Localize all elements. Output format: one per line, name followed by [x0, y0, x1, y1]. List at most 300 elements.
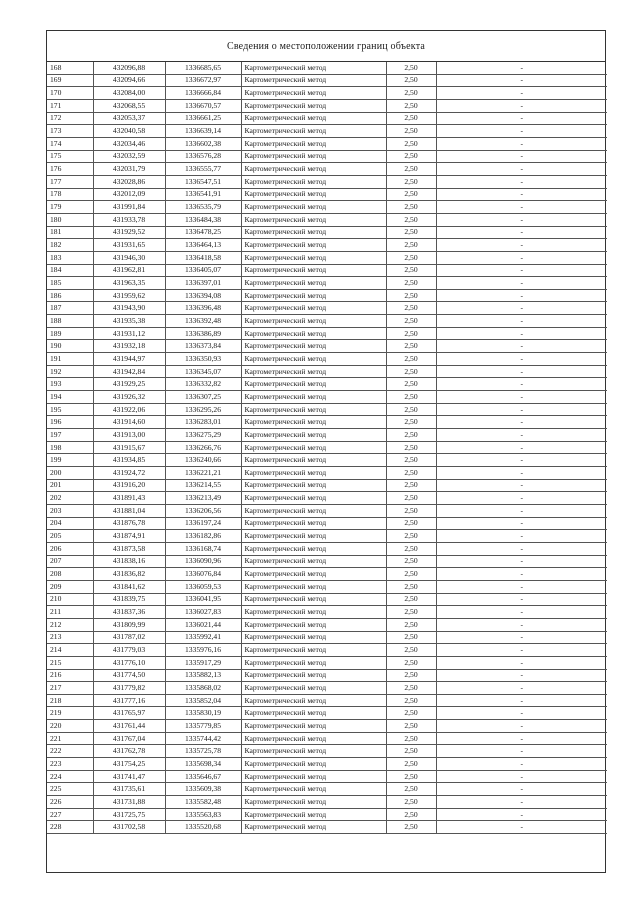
- method-cell: Картометрический метод: [241, 62, 386, 74]
- description-cell: -: [436, 758, 607, 771]
- x-coordinate-cell: 431765,97: [93, 707, 165, 720]
- table-row: [47, 327, 607, 340]
- point-number-cell: 185: [47, 277, 93, 290]
- description-cell: -: [436, 391, 607, 404]
- precision-cell: 2,50: [386, 517, 436, 530]
- y-coordinate-cell: 1335976,16: [165, 644, 241, 657]
- y-coordinate-cell: 1335779,85: [165, 720, 241, 733]
- precision-cell: 2,50: [386, 467, 436, 480]
- table-row: [47, 454, 607, 467]
- table-row: [47, 542, 607, 555]
- point-number-cell: 210: [47, 593, 93, 606]
- x-coordinate-cell: 431934,85: [93, 454, 165, 467]
- x-coordinate-cell: 431881,04: [93, 504, 165, 517]
- y-coordinate-cell: 1336392,48: [165, 315, 241, 328]
- x-coordinate-cell: 431809,99: [93, 618, 165, 631]
- y-coordinate-cell: 1335698,34: [165, 758, 241, 771]
- description-cell: -: [436, 125, 607, 138]
- description-cell: -: [436, 112, 607, 125]
- precision-cell: 2,50: [386, 694, 436, 707]
- y-coordinate-cell: 1336240,66: [165, 454, 241, 467]
- x-coordinate-cell: 431702,58: [93, 821, 165, 834]
- method-cell: Картометрический метод: [241, 580, 386, 593]
- method-cell: Картометрический метод: [241, 492, 386, 505]
- point-number-cell: 178: [47, 188, 93, 201]
- coordinates-table-frame: [46, 30, 606, 873]
- method-cell: Картометрический метод: [241, 732, 386, 745]
- description-cell: -: [436, 770, 607, 783]
- y-coordinate-cell: 1336266,76: [165, 441, 241, 454]
- precision-cell: 2,50: [386, 391, 436, 404]
- method-cell: Картометрический метод: [241, 137, 386, 150]
- description-cell: -: [436, 441, 607, 454]
- table-row: [47, 631, 607, 644]
- description-cell: -: [436, 213, 607, 226]
- y-coordinate-cell: 1336418,58: [165, 251, 241, 264]
- point-number-cell: 191: [47, 353, 93, 366]
- x-coordinate-cell: 431944,97: [93, 353, 165, 366]
- method-cell: Картометрический метод: [241, 479, 386, 492]
- y-coordinate-cell: 1336168,74: [165, 542, 241, 555]
- table-row: [47, 391, 607, 404]
- method-cell: Картометрический метод: [241, 327, 386, 340]
- x-coordinate-cell: 431838,16: [93, 555, 165, 568]
- method-cell: Картометрический метод: [241, 99, 386, 112]
- precision-cell: 2,50: [386, 504, 436, 517]
- table-row: [47, 188, 607, 201]
- method-cell: Картометрический метод: [241, 707, 386, 720]
- method-cell: Картометрический метод: [241, 150, 386, 163]
- method-cell: Картометрический метод: [241, 429, 386, 442]
- y-coordinate-cell: 1335646,67: [165, 770, 241, 783]
- x-coordinate-cell: 431931,12: [93, 327, 165, 340]
- method-cell: Картометрический метод: [241, 631, 386, 644]
- x-coordinate-cell: 431741,47: [93, 770, 165, 783]
- y-coordinate-cell: 1336666,84: [165, 87, 241, 100]
- y-coordinate-cell: 1336576,28: [165, 150, 241, 163]
- table-row: [47, 783, 607, 796]
- table-row: [47, 504, 607, 517]
- method-cell: Картометрический метод: [241, 403, 386, 416]
- method-cell: Картометрический метод: [241, 302, 386, 315]
- y-coordinate-cell: 1336332,82: [165, 378, 241, 391]
- precision-cell: 2,50: [386, 429, 436, 442]
- description-cell: -: [436, 720, 607, 733]
- x-coordinate-cell: 431767,04: [93, 732, 165, 745]
- x-coordinate-cell: 431959,62: [93, 289, 165, 302]
- description-cell: -: [436, 403, 607, 416]
- point-number-cell: 220: [47, 720, 93, 733]
- method-cell: Картометрический метод: [241, 517, 386, 530]
- precision-cell: 2,50: [386, 378, 436, 391]
- x-coordinate-cell: 431943,90: [93, 302, 165, 315]
- table-row: [47, 492, 607, 505]
- method-cell: Картометрический метод: [241, 188, 386, 201]
- point-number-cell: 174: [47, 137, 93, 150]
- description-cell: -: [436, 137, 607, 150]
- table-row: [47, 530, 607, 543]
- point-number-cell: 190: [47, 340, 93, 353]
- table-row: [47, 821, 607, 834]
- x-coordinate-cell: 431929,25: [93, 378, 165, 391]
- precision-cell: 2,50: [386, 644, 436, 657]
- precision-cell: 2,50: [386, 656, 436, 669]
- precision-cell: 2,50: [386, 315, 436, 328]
- method-cell: Картометрический метод: [241, 391, 386, 404]
- x-coordinate-cell: 431836,82: [93, 568, 165, 581]
- y-coordinate-cell: 1336345,07: [165, 365, 241, 378]
- description-cell: -: [436, 163, 607, 176]
- table-row: [47, 378, 607, 391]
- y-coordinate-cell: 1336275,29: [165, 429, 241, 442]
- x-coordinate-cell: 431873,58: [93, 542, 165, 555]
- x-coordinate-cell: 431915,67: [93, 441, 165, 454]
- x-coordinate-cell: 432034,46: [93, 137, 165, 150]
- precision-cell: 2,50: [386, 226, 436, 239]
- y-coordinate-cell: 1335609,38: [165, 783, 241, 796]
- table-row: [47, 340, 607, 353]
- precision-cell: 2,50: [386, 707, 436, 720]
- method-cell: Картометрический метод: [241, 821, 386, 834]
- table-header: [47, 31, 605, 62]
- point-number-cell: 214: [47, 644, 93, 657]
- table-row: [47, 264, 607, 277]
- precision-cell: 2,50: [386, 580, 436, 593]
- y-coordinate-cell: 1336547,51: [165, 175, 241, 188]
- description-cell: -: [436, 796, 607, 809]
- y-coordinate-cell: 1336464,13: [165, 239, 241, 252]
- description-cell: -: [436, 656, 607, 669]
- y-coordinate-cell: 1336535,79: [165, 201, 241, 214]
- precision-cell: 2,50: [386, 150, 436, 163]
- x-coordinate-cell: 432094,66: [93, 74, 165, 87]
- precision-cell: 2,50: [386, 758, 436, 771]
- precision-cell: 2,50: [386, 112, 436, 125]
- description-cell: -: [436, 150, 607, 163]
- point-number-cell: 204: [47, 517, 93, 530]
- method-cell: Картометрический метод: [241, 770, 386, 783]
- y-coordinate-cell: 1336555,77: [165, 163, 241, 176]
- y-coordinate-cell: 1336405,07: [165, 264, 241, 277]
- method-cell: Картометрический метод: [241, 87, 386, 100]
- method-cell: Картометрический метод: [241, 175, 386, 188]
- precision-cell: 2,50: [386, 74, 436, 87]
- method-cell: Картометрический метод: [241, 694, 386, 707]
- x-coordinate-cell: 431946,30: [93, 251, 165, 264]
- description-cell: -: [436, 99, 607, 112]
- y-coordinate-cell: 1335744,42: [165, 732, 241, 745]
- precision-cell: 2,50: [386, 682, 436, 695]
- x-coordinate-cell: 431876,78: [93, 517, 165, 530]
- y-coordinate-cell: 1335852,04: [165, 694, 241, 707]
- x-coordinate-cell: 431774,50: [93, 669, 165, 682]
- table-row: [47, 707, 607, 720]
- table-title: Сведения о местоположении границ объекта: [226, 40, 426, 52]
- description-cell: -: [436, 568, 607, 581]
- description-cell: -: [436, 416, 607, 429]
- table-row: [47, 87, 607, 100]
- description-cell: -: [436, 264, 607, 277]
- precision-cell: 2,50: [386, 416, 436, 429]
- method-cell: Картометрический метод: [241, 758, 386, 771]
- x-coordinate-cell: 432031,79: [93, 163, 165, 176]
- point-number-cell: 225: [47, 783, 93, 796]
- y-coordinate-cell: 1336602,38: [165, 137, 241, 150]
- table-row: [47, 694, 607, 707]
- y-coordinate-cell: 1336541,91: [165, 188, 241, 201]
- point-number-cell: 223: [47, 758, 93, 771]
- point-number-cell: 218: [47, 694, 93, 707]
- x-coordinate-cell: 431891,43: [93, 492, 165, 505]
- point-number-cell: 187: [47, 302, 93, 315]
- x-coordinate-cell: 431929,52: [93, 226, 165, 239]
- method-cell: Картометрический метод: [241, 745, 386, 758]
- description-cell: -: [436, 682, 607, 695]
- precision-cell: 2,50: [386, 796, 436, 809]
- method-cell: Картометрический метод: [241, 720, 386, 733]
- point-number-cell: 217: [47, 682, 93, 695]
- x-coordinate-cell: 431725,75: [93, 808, 165, 821]
- description-cell: -: [436, 277, 607, 290]
- x-coordinate-cell: 431787,02: [93, 631, 165, 644]
- x-coordinate-cell: 431913,00: [93, 429, 165, 442]
- y-coordinate-cell: 1336295,26: [165, 403, 241, 416]
- table-row: [47, 682, 607, 695]
- precision-cell: 2,50: [386, 555, 436, 568]
- point-number-cell: 192: [47, 365, 93, 378]
- method-cell: Картометрический метод: [241, 656, 386, 669]
- x-coordinate-cell: 431779,82: [93, 682, 165, 695]
- table-row: [47, 808, 607, 821]
- description-cell: -: [436, 694, 607, 707]
- point-number-cell: 189: [47, 327, 93, 340]
- point-number-cell: 179: [47, 201, 93, 214]
- description-cell: -: [436, 74, 607, 87]
- point-number-cell: 211: [47, 606, 93, 619]
- y-coordinate-cell: 1336059,53: [165, 580, 241, 593]
- table-row: [47, 467, 607, 480]
- description-cell: -: [436, 808, 607, 821]
- method-cell: Картометрический метод: [241, 606, 386, 619]
- precision-cell: 2,50: [386, 137, 436, 150]
- x-coordinate-cell: 432096,88: [93, 62, 165, 74]
- y-coordinate-cell: 1336394,08: [165, 289, 241, 302]
- table-row: [47, 416, 607, 429]
- point-number-cell: 200: [47, 467, 93, 480]
- table-row: [47, 74, 607, 87]
- precision-cell: 2,50: [386, 669, 436, 682]
- method-cell: Картометрический метод: [241, 289, 386, 302]
- point-number-cell: 207: [47, 555, 93, 568]
- table-body: [47, 62, 607, 834]
- x-coordinate-cell: 432028,86: [93, 175, 165, 188]
- method-cell: Картометрический метод: [241, 783, 386, 796]
- method-cell: Картометрический метод: [241, 277, 386, 290]
- x-coordinate-cell: 431931,65: [93, 239, 165, 252]
- point-number-cell: 195: [47, 403, 93, 416]
- method-cell: Картометрический метод: [241, 669, 386, 682]
- point-number-cell: 212: [47, 618, 93, 631]
- description-cell: -: [436, 251, 607, 264]
- table-row: [47, 606, 607, 619]
- description-cell: -: [436, 593, 607, 606]
- y-coordinate-cell: 1335882,13: [165, 669, 241, 682]
- precision-cell: 2,50: [386, 631, 436, 644]
- method-cell: Картометрический метод: [241, 530, 386, 543]
- y-coordinate-cell: 1336214,55: [165, 479, 241, 492]
- y-coordinate-cell: 1335520,68: [165, 821, 241, 834]
- table-row: [47, 403, 607, 416]
- table-row: [47, 125, 607, 138]
- y-coordinate-cell: 1336027,83: [165, 606, 241, 619]
- table-row: [47, 112, 607, 125]
- method-cell: Картометрический метод: [241, 365, 386, 378]
- y-coordinate-cell: 1336685,65: [165, 62, 241, 74]
- table-row: [47, 669, 607, 682]
- table-row: [47, 163, 607, 176]
- y-coordinate-cell: 1335563,83: [165, 808, 241, 821]
- y-coordinate-cell: 1336090,96: [165, 555, 241, 568]
- description-cell: -: [436, 542, 607, 555]
- method-cell: Картометрический метод: [241, 644, 386, 657]
- description-cell: -: [436, 580, 607, 593]
- description-cell: -: [436, 492, 607, 505]
- y-coordinate-cell: 1336206,56: [165, 504, 241, 517]
- y-coordinate-cell: 1336213,49: [165, 492, 241, 505]
- x-coordinate-cell: 431761,44: [93, 720, 165, 733]
- method-cell: Картометрический метод: [241, 796, 386, 809]
- x-coordinate-cell: 432084,00: [93, 87, 165, 100]
- table-row: [47, 365, 607, 378]
- x-coordinate-cell: 431839,75: [93, 593, 165, 606]
- description-cell: -: [436, 87, 607, 100]
- table-row: [47, 429, 607, 442]
- table-row: [47, 226, 607, 239]
- precision-cell: 2,50: [386, 201, 436, 214]
- y-coordinate-cell: 1336478,25: [165, 226, 241, 239]
- table-row: [47, 555, 607, 568]
- table-row: [47, 62, 607, 74]
- precision-cell: 2,50: [386, 87, 436, 100]
- x-coordinate-cell: 431754,25: [93, 758, 165, 771]
- x-coordinate-cell: 431933,78: [93, 213, 165, 226]
- y-coordinate-cell: 1336396,48: [165, 302, 241, 315]
- table-row: [47, 302, 607, 315]
- precision-cell: 2,50: [386, 732, 436, 745]
- x-coordinate-cell: 431932,18: [93, 340, 165, 353]
- method-cell: Картометрический метод: [241, 353, 386, 366]
- method-cell: Картометрический метод: [241, 74, 386, 87]
- table-row: [47, 239, 607, 252]
- precision-cell: 2,50: [386, 606, 436, 619]
- method-cell: Картометрический метод: [241, 618, 386, 631]
- description-cell: -: [436, 479, 607, 492]
- y-coordinate-cell: 1336670,57: [165, 99, 241, 112]
- table-row: [47, 758, 607, 771]
- description-cell: -: [436, 315, 607, 328]
- precision-cell: 2,50: [386, 770, 436, 783]
- y-coordinate-cell: 1335868,02: [165, 682, 241, 695]
- x-coordinate-cell: 431776,10: [93, 656, 165, 669]
- description-cell: -: [436, 289, 607, 302]
- method-cell: Картометрический метод: [241, 504, 386, 517]
- point-number-cell: 176: [47, 163, 93, 176]
- table-row: [47, 593, 607, 606]
- point-number-cell: 173: [47, 125, 93, 138]
- y-coordinate-cell: 1336386,89: [165, 327, 241, 340]
- table-row: [47, 277, 607, 290]
- point-number-cell: 228: [47, 821, 93, 834]
- table-row: [47, 213, 607, 226]
- x-coordinate-cell: 431962,81: [93, 264, 165, 277]
- method-cell: Картометрический метод: [241, 251, 386, 264]
- description-cell: -: [436, 783, 607, 796]
- point-number-cell: 208: [47, 568, 93, 581]
- x-coordinate-cell: 431991,84: [93, 201, 165, 214]
- precision-cell: 2,50: [386, 530, 436, 543]
- point-number-cell: 193: [47, 378, 93, 391]
- x-coordinate-cell: 431735,61: [93, 783, 165, 796]
- x-coordinate-cell: 431926,32: [93, 391, 165, 404]
- point-number-cell: 177: [47, 175, 93, 188]
- point-number-cell: 175: [47, 150, 93, 163]
- y-coordinate-cell: 1336197,24: [165, 517, 241, 530]
- method-cell: Картометрический метод: [241, 201, 386, 214]
- point-number-cell: 202: [47, 492, 93, 505]
- precision-cell: 2,50: [386, 783, 436, 796]
- description-cell: -: [436, 707, 607, 720]
- point-number-cell: 205: [47, 530, 93, 543]
- precision-cell: 2,50: [386, 745, 436, 758]
- description-cell: -: [436, 188, 607, 201]
- point-number-cell: 181: [47, 226, 93, 239]
- point-number-cell: 219: [47, 707, 93, 720]
- description-cell: -: [436, 821, 607, 834]
- method-cell: Картометрический метод: [241, 226, 386, 239]
- method-cell: Картометрический метод: [241, 378, 386, 391]
- x-coordinate-cell: 431762,78: [93, 745, 165, 758]
- y-coordinate-cell: 1336350,93: [165, 353, 241, 366]
- point-number-cell: 221: [47, 732, 93, 745]
- y-coordinate-cell: 1336041,95: [165, 593, 241, 606]
- point-number-cell: 215: [47, 656, 93, 669]
- point-number-cell: 188: [47, 315, 93, 328]
- description-cell: -: [436, 226, 607, 239]
- table-row: [47, 656, 607, 669]
- point-number-cell: 199: [47, 454, 93, 467]
- y-coordinate-cell: 1336661,25: [165, 112, 241, 125]
- y-coordinate-cell: 1335917,29: [165, 656, 241, 669]
- description-cell: -: [436, 644, 607, 657]
- x-coordinate-cell: 431942,84: [93, 365, 165, 378]
- point-number-cell: 183: [47, 251, 93, 264]
- description-cell: -: [436, 517, 607, 530]
- point-number-cell: 209: [47, 580, 93, 593]
- table-row: [47, 618, 607, 631]
- description-cell: -: [436, 340, 607, 353]
- table-row: [47, 441, 607, 454]
- precision-cell: 2,50: [386, 808, 436, 821]
- precision-cell: 2,50: [386, 542, 436, 555]
- precision-cell: 2,50: [386, 593, 436, 606]
- precision-cell: 2,50: [386, 289, 436, 302]
- y-coordinate-cell: 1335582,48: [165, 796, 241, 809]
- method-cell: Картометрический метод: [241, 112, 386, 125]
- precision-cell: 2,50: [386, 302, 436, 315]
- y-coordinate-cell: 1336182,86: [165, 530, 241, 543]
- table-row: [47, 315, 607, 328]
- x-coordinate-cell: 431779,03: [93, 644, 165, 657]
